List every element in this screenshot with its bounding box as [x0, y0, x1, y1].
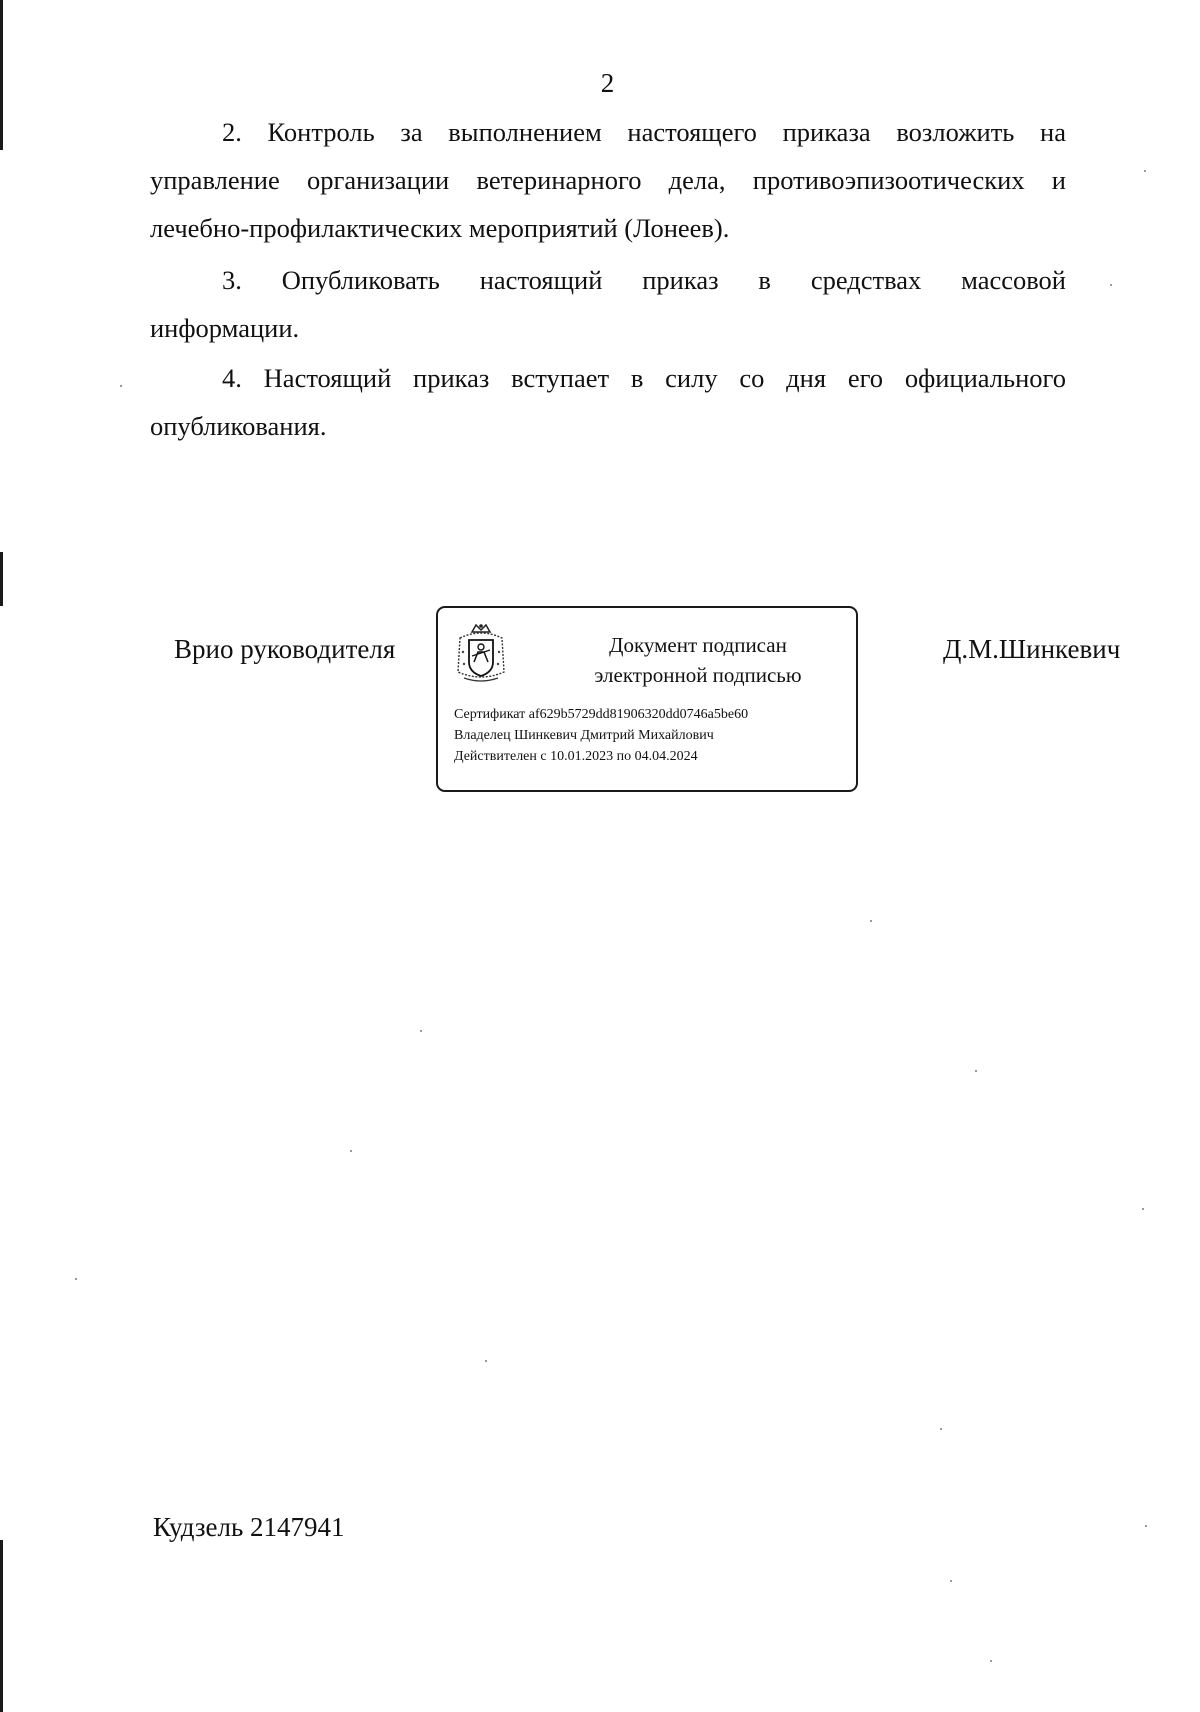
scan-speck	[350, 1150, 352, 1152]
stamp-heading-line: электронной подписью	[594, 663, 802, 687]
scan-speck	[1142, 1208, 1144, 1210]
scan-speck	[120, 385, 122, 387]
scan-speck	[485, 1360, 487, 1362]
paragraph-line: лечебно-профилактических мероприятий (Лонеев).	[150, 213, 730, 243]
paragraph-line: 4. Настоящий приказ вступает в силу со дня его официального	[222, 363, 1066, 393]
signer-title: Врио руководителя	[174, 634, 396, 664]
scan-speck	[1144, 170, 1146, 172]
paragraph-line: управление организации ветеринарного дела, противоэпизоотических и	[150, 165, 1066, 195]
scan-speck	[990, 1660, 992, 1662]
page-number: 2	[600, 68, 615, 98]
scan-speck	[420, 1030, 422, 1032]
certificate-number: Сертификат af629b5729dd81906320dd0746a5be60	[454, 707, 749, 722]
scan-speck	[75, 1278, 77, 1280]
paragraph-2	[150, 108, 1066, 252]
scan-speck	[940, 1428, 942, 1430]
stamp-heading-line: Документ подписан	[609, 633, 787, 657]
coat-of-arms-icon	[454, 622, 508, 686]
scan-speck	[1145, 1525, 1147, 1527]
scan-speck	[870, 920, 872, 922]
certificate-owner: Владелец Шинкевич Дмитрий Михайлович	[454, 728, 714, 743]
scan-speck	[950, 1580, 952, 1582]
paragraph-3	[150, 256, 1066, 352]
stamp-heading	[548, 630, 848, 690]
scan-speck	[1110, 284, 1112, 286]
paragraph-4	[150, 354, 1066, 450]
certificate-validity: Действителен с 10.01.2023 по 04.04.2024	[454, 749, 698, 764]
paragraph-line: 3. Опубликовать настоящий приказ в средствах массовой	[222, 265, 1066, 295]
scan-speck	[975, 1070, 977, 1072]
certificate-details	[454, 704, 748, 767]
executor-note: Кудзель 2147941	[153, 1512, 345, 1542]
paragraph-line: опубликования.	[150, 411, 327, 441]
scan-edge-mark	[0, 1540, 3, 1712]
scan-edge-mark	[0, 552, 3, 606]
paragraph-line: 2. Контроль за выполнением настоящего приказа возложить на	[222, 117, 1066, 147]
electronic-signature-stamp	[436, 606, 858, 792]
signer-name: Д.М.Шинкевич	[943, 634, 1121, 664]
paragraph-line: информации.	[150, 313, 300, 343]
